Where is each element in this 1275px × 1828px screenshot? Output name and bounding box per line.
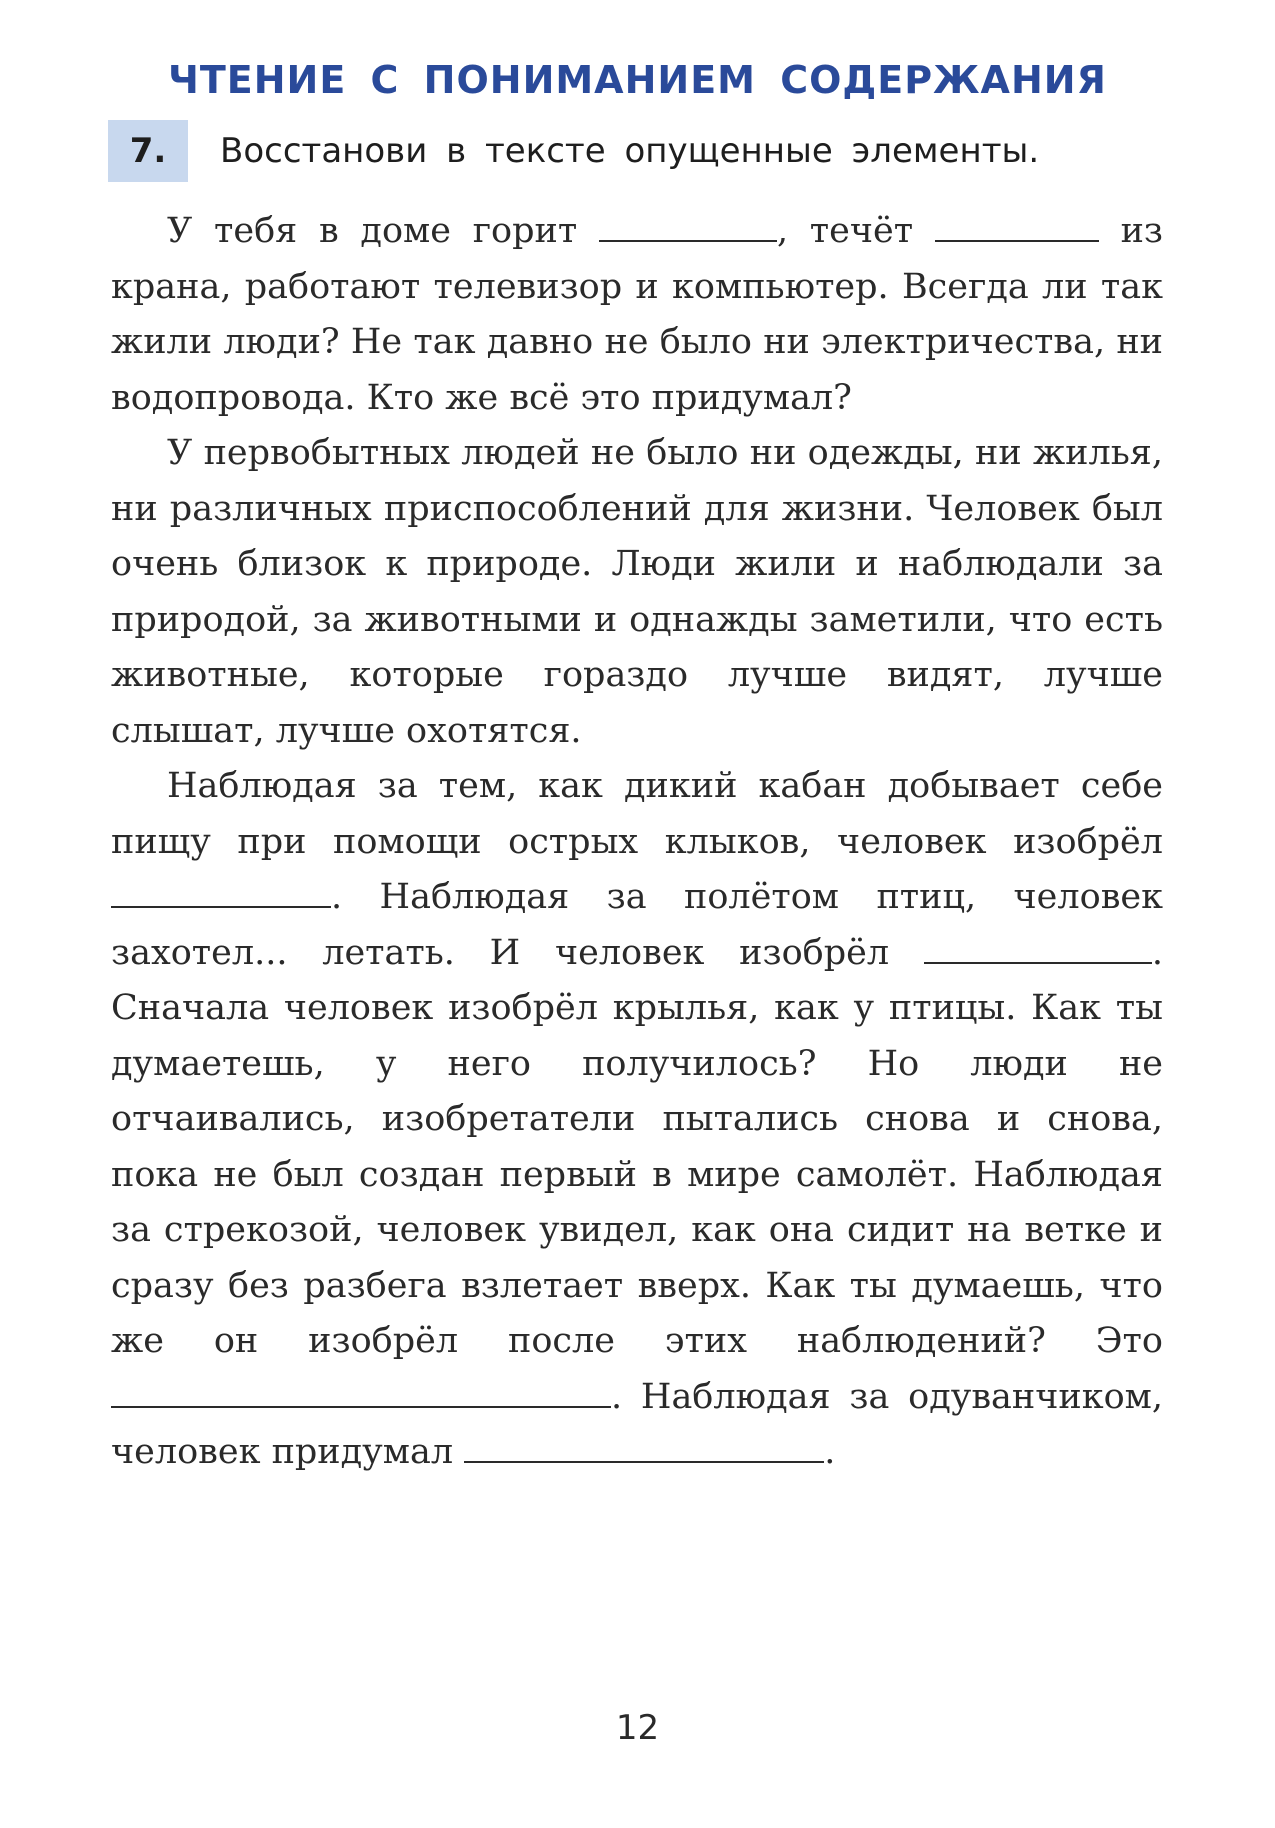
task-header: [108, 120, 1039, 182]
answer-blank-2[interactable]: [935, 210, 1099, 242]
answer-blank-6[interactable]: [464, 1431, 824, 1463]
exercise-text: [111, 204, 1163, 1481]
paragraph-1: [111, 204, 1163, 426]
paragraph-3: [111, 759, 1163, 1481]
page-number: 12: [615, 1708, 660, 1748]
answer-blank-1[interactable]: [599, 210, 777, 242]
section-title: ЧТЕНИЕ С ПОНИМАНИЕМ СОДЕРЖАНИЯ: [168, 58, 1107, 102]
task-instruction: Восстанови в тексте опущенные элементы.: [220, 131, 1040, 171]
answer-blank-4[interactable]: [924, 932, 1152, 964]
answer-blank-5[interactable]: [111, 1376, 611, 1408]
task-number-badge: 7.: [108, 120, 188, 182]
text-fragment: . Наблюдая за полётом птиц, человек захотел... летать. И человек изобрёл: [111, 877, 1163, 973]
text-fragment: из крана, работают телевизор и компьютер. Всегда ли так жили люди? Не так давно не было ни электричества, ни водопровода. Кто же всё это придумал?: [111, 211, 1163, 418]
text-fragment: , течёт: [776, 211, 914, 251]
text-fragment: Наблюдая за тем, как дикий кабан добывает себе пищу при помощи острых клыков, человек изобрёл: [111, 766, 1163, 862]
text-fragment: . Сначала человек изобрёл крылья, как у птицы. Как ты думаетешь, у него получилось? Но люди не отчаивались, изобретатели пытались снова и снова, пока не был создан первый в мире самолёт. Наблюдая за стрекозой, человек увидел, как она сидит на ветке и сразу без разбега взлетает вверх. Как ты думаешь, что же он изобрёл после этих наблюдений? Это: [111, 932, 1163, 1361]
text-fragment: .: [824, 1432, 836, 1472]
answer-blank-3[interactable]: [111, 876, 331, 908]
text-fragment: У тебя в доме горит: [167, 211, 578, 251]
paragraph-2: У первобытных людей не было ни одежды, ни жилья, ни различных приспособлений для жизни. Человек был очень близок к природе. Люди жили и наблюдали за природой, за животными и однажды заметили, что есть животные, которые гораздо лучше видят, лучше слышат, лучше охотятся.: [111, 433, 1163, 751]
text-fragment: . Наблюдая за одуванчиком, человек придумал: [111, 1376, 1163, 1472]
